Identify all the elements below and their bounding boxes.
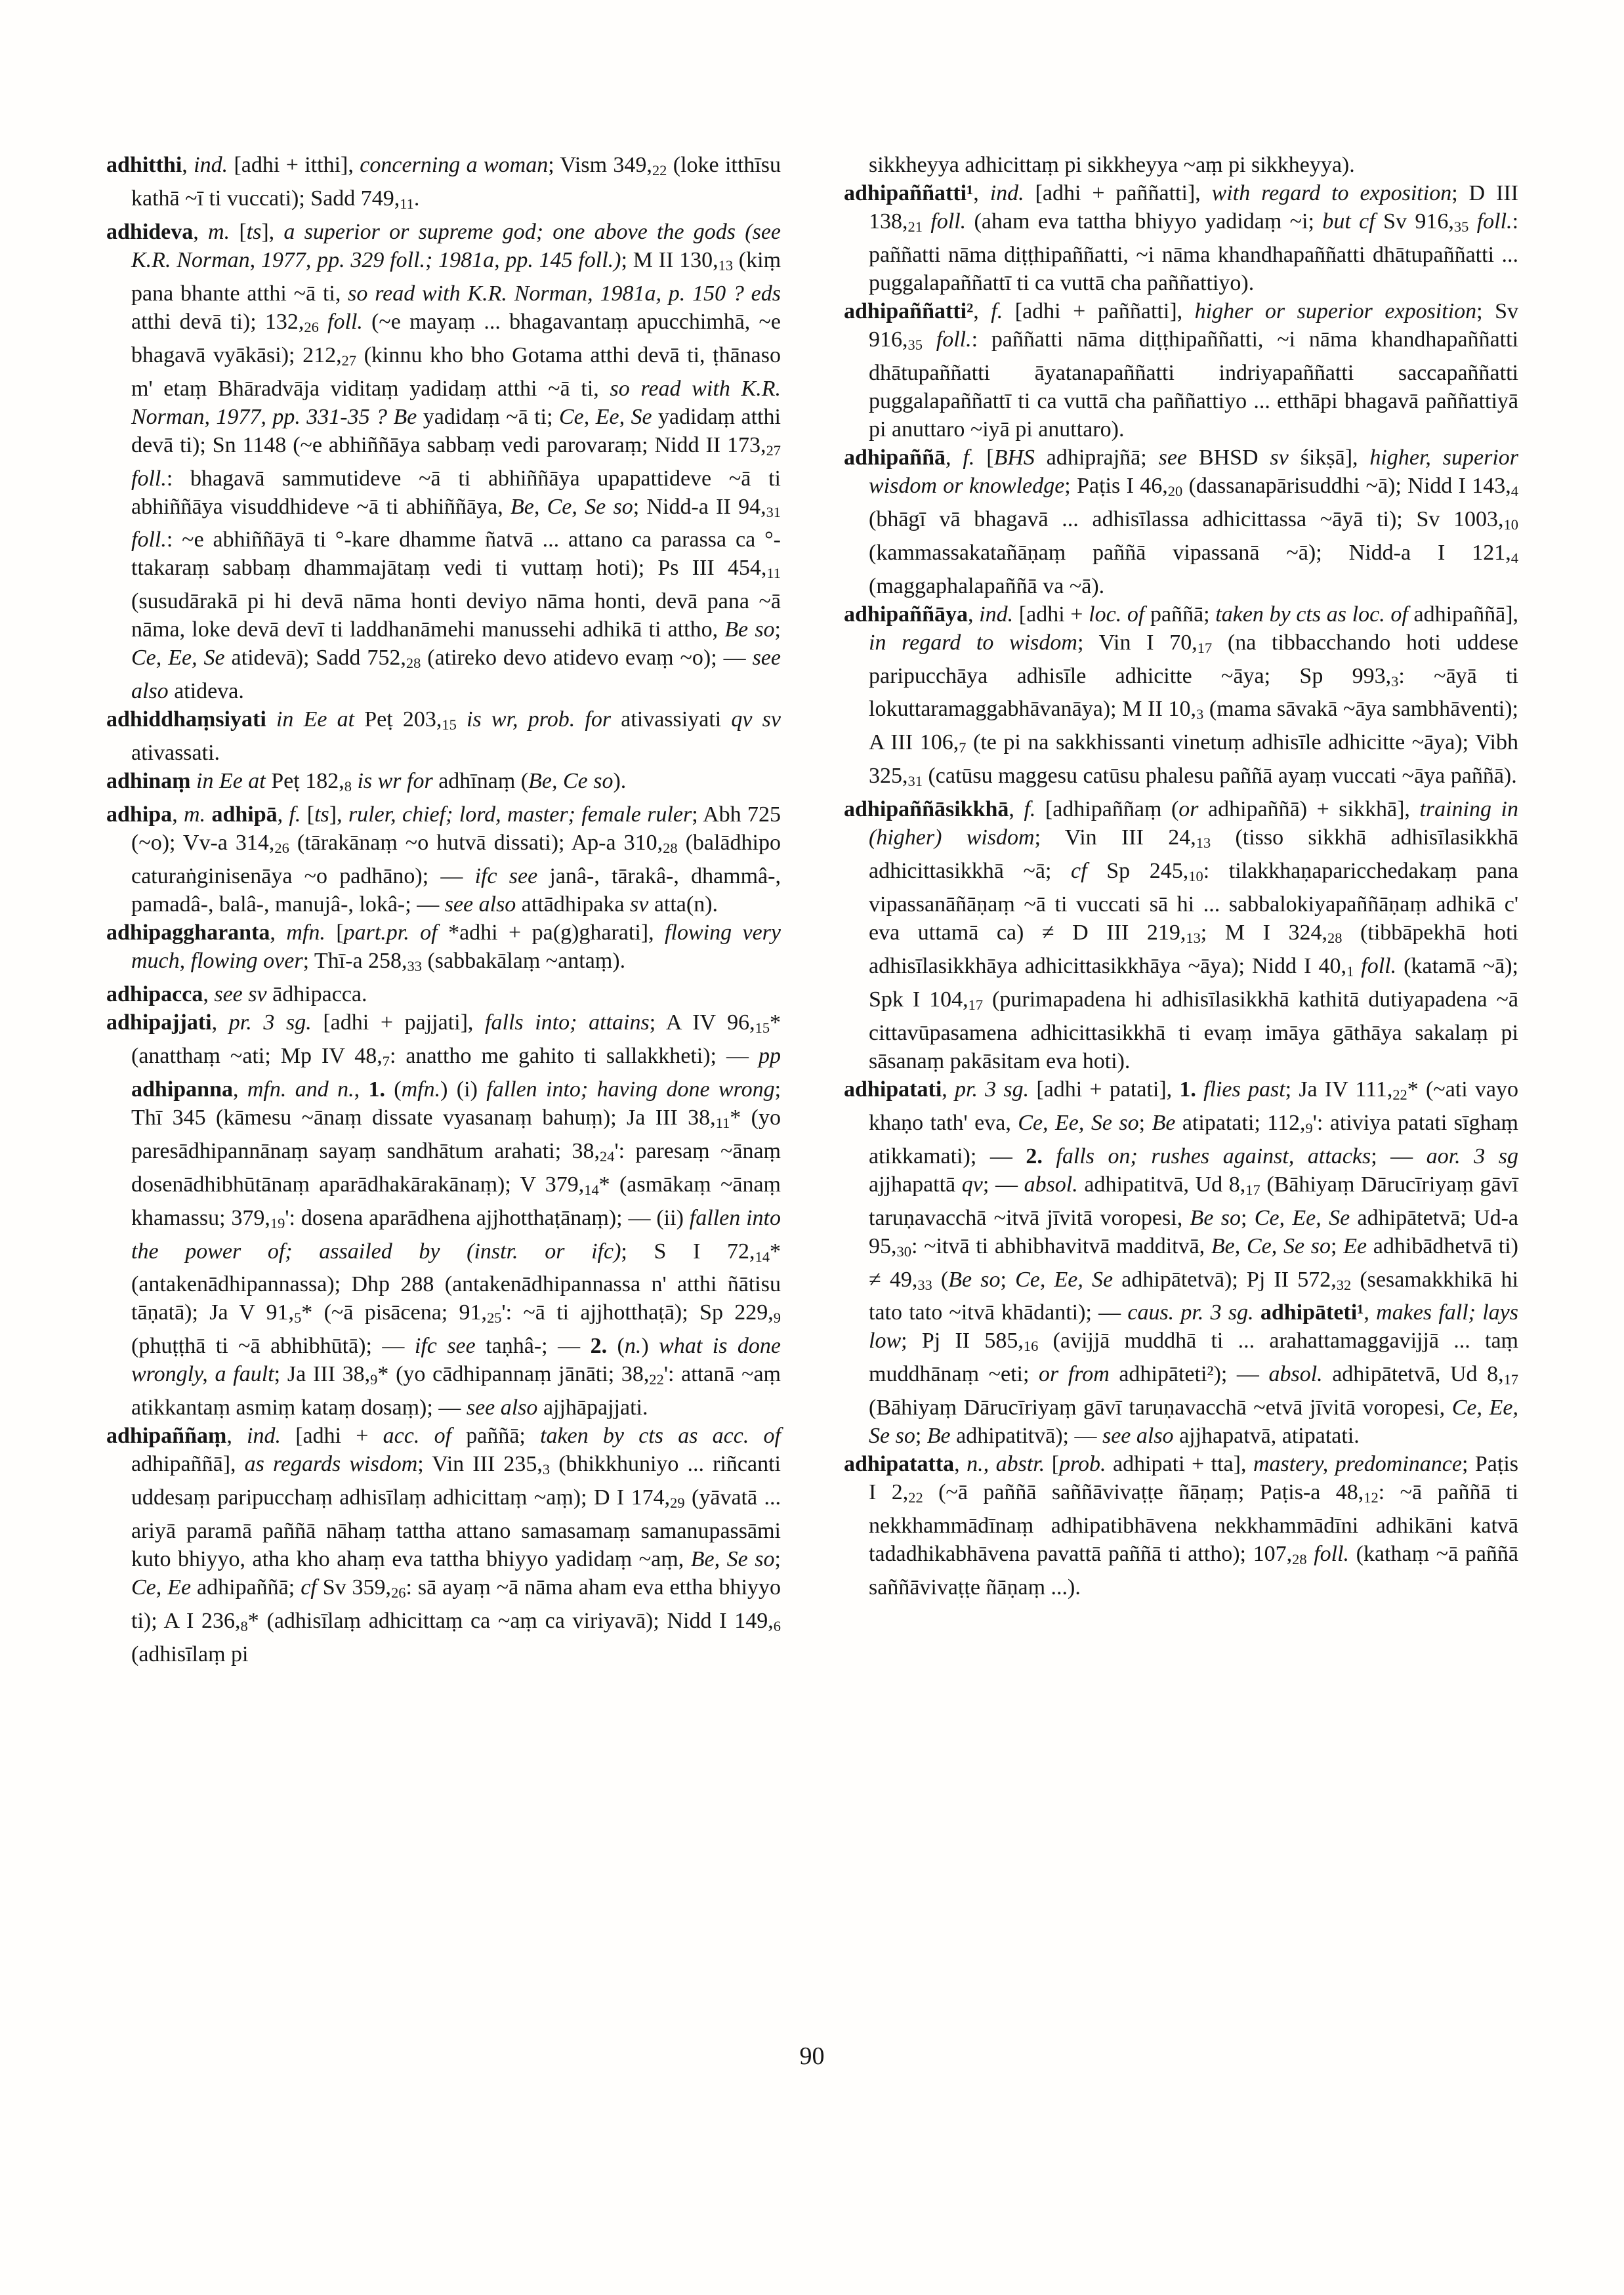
dictionary-entry bbox=[106, 919, 781, 980]
headword: adhideva bbox=[106, 219, 194, 244]
dictionary-entry bbox=[844, 795, 1518, 1075]
entry-body: , ind. [adhi + paññatti], with regard to exposition; D III 138,21 foll. (aham eva tattha bhiyyo yadidaṃ ~i; but cf Sv 916,35 foll.: paññatti nāma diṭṭhipaññatti, ~i nāma khandhapaññatti dhātupaññatti ... puggalapaññattī ti ca vuttā cha paññattiyo). bbox=[869, 181, 1519, 295]
entry-body: , ind. [adhi + loc. of paññā; taken by cts as loc. of adhipaññā], in regard to wisdom; Vin I 70,17 (na tibbacchando hoti uddese paripucchāya adhisīle adhicitte ~āya; Sp 993,3: ~āyā ti lokuttaramaggabhāvanāya); M II 10,3 (mama sāvakā ~āya sambhāventi); A III 106,7 (te pi na sakkhissanti vinetuṃ adhisīle adhicitte ~āya); Vibh 325,31 (catūsu maggesu catūsu phalesu paññā ayaṃ vuccati ~āya paññā). bbox=[869, 602, 1519, 790]
entry-continuation bbox=[844, 151, 1518, 179]
dictionary-entry bbox=[106, 800, 781, 919]
headword: adhipaññā bbox=[844, 445, 946, 470]
dictionary-entry bbox=[844, 179, 1518, 297]
page-number: 90 bbox=[799, 2042, 825, 2070]
text-block bbox=[106, 151, 1518, 1668]
headword: adhiddhaṃsiyati bbox=[106, 707, 266, 732]
headword: adhipa bbox=[106, 802, 173, 827]
dictionary-entry bbox=[844, 600, 1518, 796]
entry-body: , m. [ts], a superior or supreme god; one above the gods (see K.R. Norman, 1977, pp. 329 foll.; 1981a, pp. 145 foll.); M II 130,13 (kiṃ pana bhante atthi ~ā ti, so read with K.R. Norman, 1981a, p. 150 ? eds atthi devā ti); 132,26 foll. (~e mayaṃ ... bhagavantaṃ apucchimhā, ~e bhagavā vyākāsi); 212,27 (kinnu kho bho Gotama atthi devā ti, ṭhānaso m' etaṃ Bhāradvāja viditaṃ yadidaṃ atthi ~ā ti, so read with K.R. Norman, 1977, pp. 331-35 ? Be yadidaṃ ~ā ti; Ce, Ee, Se yadidaṃ atthi devā ti); Sn 1148 (~e abhiññāya sabbaṃ vedi parovaraṃ; Nidd II 173,27 foll.: bhagavā sammutideve ~ā ti abhiññāya upapattideve ~ā ti abhiññāya visuddhideve ~ā ti abhiññāya, Be, Ce, Se so; Nidd-a II 94,31 foll.: ~e abhiññāyā ti °-kare dhamme ñatvā ... attano ca parassa ca °-ttakaraṃ sabbaṃ dhammajātaṃ vedi ti vuttaṃ hoti); Ps III 454,11 (susudārakā pi hi devā nāma honti deviyo nāma honti, devā pana ~ā nāma, loke devā devī ti laddhanāmehi manussehi adhikā ti attho, Be so; Ce, Ee, Se atidevā); Sadd 752,28 (atireko devo atidevo evaṃ ~o); — see also atideva. bbox=[131, 219, 781, 704]
dictionary-entry bbox=[106, 980, 781, 1008]
entry-body: , ind. [adhi + acc. of paññā; taken by cts as acc. of adhipaññā], as regards wisdom; Vin III 235,3 (bhikkhuniyo ... riñcanti uddesaṃ paripucchaṃ adhisīlaṃ adhicittaṃ ~aṃ); D I 174,29 (yāvatā ... ariyā paramā paññā nāhaṃ tattha attano samasamaṃ samanupassāmi kuto bhiyyo, atha kho ahaṃ eva tattha bhiyyo yadidaṃ ~aṃ, Be, Se so; Ce, Ee adhipaññā; cf Sv 359,26: sā ayaṃ ~ā nāma aham eva ettha bhiyyo ti); A I 236,8* (adhisīlaṃ adhicittaṃ ca ~aṃ ca viriyavā); Nidd I 149,6 (adhisīlaṃ pi bbox=[131, 1424, 781, 1666]
entry-body: , f. [BHS adhiprajñā; see BHSD sv śikṣā], higher, superior wisdom or knowledge; Paṭis I 46,20 (dassanapārisuddhi ~ā); Nidd I 143,4 (bhāgī vā bhagavā ... adhisīlassa adhicittassa ~āyā ti); Sv 1003,10 (kammassakatañāṇaṃ paññā vipassanā ~ā); Nidd-a I 121,4 (maggaphalapaññā va ~ā). bbox=[869, 445, 1519, 598]
dictionary-entry bbox=[106, 705, 781, 767]
entry-body: , pr. 3 sg. [adhi + patati], 1. flies past; Ja IV 111,22* (~ati vayo khaṇo tath' eva, Ce, Ee, Se so; Be atipatati; 112,9': ativiya patati sīghaṃ atikkamati); — 2. falls on; rushes against, attacks; — aor. 3 sg ajjhapattā qv; — absol. adhipatitvā, Ud 8,17 (Bāhiyaṃ Dārucīriyaṃ gāvī taruṇavacchā ~itvā jīvitā voropesi, Be so; Ce, Ee, Se adhipātetvā; Ud-a 95,30: ~itvā ti abhibhavitvā madditvā, Be, Ce, Se so; Ee adhibādhetvā ti) ≠ 49,33 (Be so; Ce, Ee, Se adhipātetvā); Pj II 572,32 (sesamakkhikā hi tato tato ~itvā khādanti); — caus. pr. 3 sg. adhipāteti¹, makes fall; lays low; Pj II 585,16 (avijjā muddhā ti ... arahattamaggavijjā ... taṃ muddhānaṃ ~eti; or from adhipāteti²); — absol. adhipātetvā, Ud 8,17 (Bāhiyaṃ Dārucīriyaṃ gāvī taruṇavacchā ~etvā jīvitā voropesi, Ce, Ee, Se so; Be adhipatitvā); — see also ajjhapatvā, atipatati. bbox=[869, 1077, 1519, 1449]
dictionary-entry bbox=[106, 1008, 781, 1422]
right-column bbox=[844, 151, 1518, 1668]
dictionary-entry bbox=[844, 1450, 1518, 1602]
headword: adhipatatta bbox=[844, 1452, 955, 1477]
dictionary-entry bbox=[844, 444, 1518, 600]
dictionary-entry bbox=[844, 1075, 1518, 1450]
headword: adhipaññaṃ bbox=[106, 1424, 227, 1449]
dictionary-entry bbox=[106, 767, 781, 800]
headword: adhipajjati bbox=[106, 1010, 212, 1035]
entry-body: , n., abstr. [prob. adhipati + tta], mastery, predominance; Paṭis I 2,22 (~ā paññā saññāvivaṭṭe ñāṇaṃ; Paṭis-a 48,12: ~ā paññā ti nekkhammādīnaṃ adhipatibhāvena nekkhammādīni adhikāni katvā tadadhikabhāvena pavattā paññā ti attho); 107,28 foll. (kathaṃ ~ā paññā saññāvivaṭṭe ñāṇaṃ ...). bbox=[869, 1452, 1519, 1600]
dictionary-entry bbox=[844, 297, 1518, 444]
left-column bbox=[106, 151, 781, 1668]
headword: adhipaññatti¹ bbox=[844, 181, 974, 205]
dictionary-entry bbox=[106, 151, 781, 218]
headword: adhinaṃ bbox=[106, 769, 191, 794]
headword: adhipacca bbox=[106, 982, 203, 1006]
entry-body: , pr. 3 sg. [adhi + pajjati], falls into; attains; A IV 96,15* (anatthaṃ ~ati; Mp IV 48,7: anattho me gahito ti sallakkheti); — pp adhipanna, mfn. and n., 1. (mfn.) (i) fallen into; having done wrong; Thī 345 (kāmesu ~ānaṃ dissate vyasanaṃ bahuṃ); Ja III 38,11* (yo paresādhipannānaṃ sayaṃ sandhātum arahati; 38,24': paresaṃ ~ānaṃ dosenādhibhūtānaṃ aparādhakārakānaṃ); V 379,14* (asmākaṃ ~ānaṃ khamassu; 379,19': dosena aparādhena ajjhotthaṭānaṃ); — (ii) fallen into the power of; assailed by (instr. or ifc); S I 72,14* (antakenādhipannassa); Dhp 288 (antakenādhipannassa n' atthi ñātisu tāṇatā); Ja V 91,5* (~ā pisācena; 91,25': ~ā ti ajjhotthaṭā); Sp 229,9 (phuṭṭhā ti ~ā abhibhūtā); — ifc see taṇhâ-; — 2. (n.) what is done wrongly, a fault; Ja III 38,9* (yo cādhipannaṃ jānāti; 38,22': attanā ~aṃ atikkantaṃ asmiṃ kataṃ dosaṃ); — see also ajjhāpajjati. bbox=[131, 1010, 781, 1420]
entry-body: in Ee at Peṭ 182,8 is wr for adhīnaṃ (Be, Ce so). bbox=[196, 769, 627, 795]
entry-body: , m. adhipā, f. [ts], ruler, chief; lord, master; female ruler; Abh 725 (~o); Vv-a 314,26 (tārakānaṃ ~o hutvā dissati); Ap-a 310,28 (balādhipo caturaṅginisenāya ~o padhāno); — ifc see janâ-, tārakâ-, dhammâ-, pamadâ-, balâ-, manujâ-, lokâ-; — see also attādhipaka sv atta(n). bbox=[131, 802, 781, 917]
headword: adhipaññāya bbox=[844, 602, 968, 627]
headword: adhipaññatti² bbox=[844, 299, 974, 323]
headword: adhipaññāsikkhā bbox=[844, 797, 1009, 822]
entry-body: in Ee at Peṭ 203,15 is wr, prob. for ativassiyati qv sv ativassati. bbox=[131, 707, 781, 766]
entry-body: , f. [adhi + paññatti], higher or superior exposition; Sv 916,35 foll.: paññatti nāma diṭṭhipaññatti, ~i nāma khandhapaññatti dhātupaññatti āyatanapaññatti indriyapaññatti saccapaññatti puggalapaññattī ti ca vuttā cha paññattiyo ... etthāpi bhagavā paññattiyā pi anuttaro ~iyā pi anuttaro). bbox=[869, 299, 1519, 442]
entry-body: , f. [adhipaññaṃ (or adhipaññā) + sikkhā], training in (higher) wisdom; Vin III 24,13 (tisso sikkhā adhisīlasikkhā adhicittasikkhā ~ā; cf Sp 245,10: tilakkhaṇaparicchedakaṃ pana vipassanāñāṇaṃ ~ā ti vuccati sā hi ... sabbalokiyapaññāṇaṃ adhikā c' eva uttamā ca) ≠ D III 219,13; M I 324,28 (tibbāpekhā hoti adhisīlasikkhāya adhicittasikkhāya ~āya); Nidd I 40,1 foll. (katamā ~ā); Spk I 104,17 (purimapadena hi adhisīlasikkhā kathitā dutiyapadena ~ā cittavūpasamena adhicittasikkhā ti evaṃ imāya gāthāya sakalaṃ pi sāsanaṃ pakāsitam eva hoti). bbox=[869, 797, 1519, 1073]
headword: adhipaggharanta bbox=[106, 920, 270, 945]
dictionary-entry bbox=[106, 1422, 781, 1668]
dictionary-entry bbox=[106, 218, 781, 705]
entry-body: , see sv ādhipacca. bbox=[203, 982, 367, 1006]
headword: adhitthi bbox=[106, 153, 182, 177]
headword: adhipatati bbox=[844, 1077, 942, 1102]
entry-body: sikkheyya adhicittaṃ pi sikkheyya ~aṃ pi sikkheyya). bbox=[869, 153, 1355, 177]
entry-body: , mfn. [part.pr. of *adhi + pa(g)gharati], flowing very much, flowing over; Thī-a 258,33 (sabbakālaṃ ~antaṃ). bbox=[131, 920, 781, 974]
entry-body: , ind. [adhi + itthi], concerning a woman; Vism 349,22 (loke itthīsu kathā ~ī ti vuccati); Sadd 749,11. bbox=[131, 153, 781, 212]
